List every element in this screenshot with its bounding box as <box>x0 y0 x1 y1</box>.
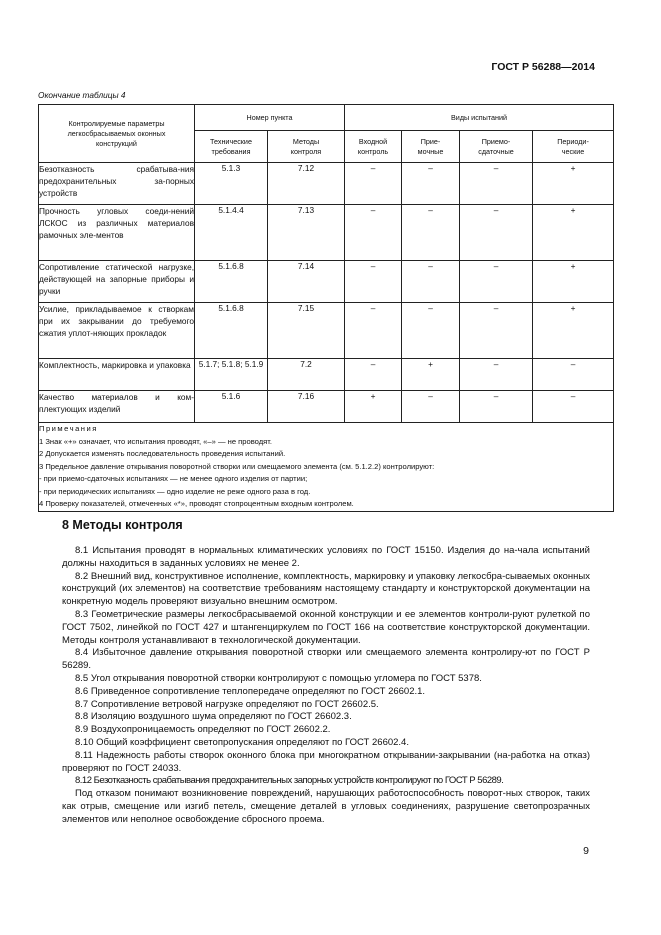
note-item: - при периодических испытаниях — одно изделие не реже одного раза в год. <box>39 486 311 496</box>
handover-mark: – <box>460 163 533 205</box>
paragraph: 8.10 Общий коэффициент светопропускания определяют по ГОСТ 26602.4. <box>75 736 409 748</box>
note-item: 1 Знак «+» означает, что испытания проводят, «–» — не проводят. <box>39 436 273 446</box>
incoming-mark: – <box>345 261 402 303</box>
acceptance-mark: – <box>402 303 460 359</box>
table-row <box>39 205 614 261</box>
col-header-tests: Виды испытаний <box>345 105 614 131</box>
param-name: Усилие, прикладываемое к створкам при их закрывании до требуемого сжатия уплот-няющих прокладок <box>39 303 195 359</box>
note-item: 2 Допускается изменять последовательность проведения испытаний. <box>39 449 286 458</box>
tech-clause: 5.1.3 <box>195 163 268 205</box>
table-row <box>39 359 614 391</box>
paragraph: 8.6 Приведенное сопротивление теплопередаче определяют по ГОСТ 26602.1. <box>75 685 426 697</box>
handover-mark: – <box>460 391 533 423</box>
table-row <box>39 303 614 359</box>
paragraph: 8.12 Безотказность срабатывания предохранительных запорных устройств контролируют по ГОСТ Р 56289. <box>75 775 504 787</box>
note-item: - при приемо-сдаточных испытаниях — не менее одного изделия от партии; <box>39 474 308 483</box>
col-header-tech-requirements: Технические требования <box>195 131 268 163</box>
paragraph: 8.1 Испытания проводят в нормальных климатических условиях по ГОСТ 15150. Изделия до на-чала испытаний должны находиться в заданных условиях не менее 2. <box>62 545 590 569</box>
tech-clause: 5.1.7; 5.1.8; 5.1.9 <box>195 359 268 391</box>
paragraph: 8.7 Сопротивление ветровой нагрузке определяют по ГОСТ 26602.5. <box>75 698 379 710</box>
param-name: Качество материалов и ком-плектующих изделий <box>39 391 195 423</box>
periodic-mark: – <box>533 391 614 423</box>
page-number: 9 <box>583 845 589 857</box>
param-name: Сопротивление статической нагрузке, действующей на запорные приборы и ручки <box>39 261 195 303</box>
incoming-mark: – <box>345 205 402 261</box>
paragraph: 8.8 Изоляцию воздушного шума определяют по ГОСТ 26602.3. <box>75 711 352 723</box>
table-row <box>39 391 614 423</box>
paragraph: 8.9 Воздухопроницаемость определяют по ГОСТ 26602.2. <box>75 724 331 736</box>
section-heading: 8 Методы контроля <box>62 518 183 532</box>
col-header-test-methods: Методы контроля <box>268 131 345 163</box>
table-notes <box>39 423 614 512</box>
incoming-mark: + <box>345 391 402 423</box>
handover-mark: – <box>460 359 533 391</box>
tech-clause: 5.1.6 <box>195 391 268 423</box>
periodic-mark: + <box>533 261 614 303</box>
periodic-mark: + <box>533 205 614 261</box>
section-body <box>62 545 590 827</box>
param-name: Безотказность срабатыва-ния предохранительных за-порных устройств <box>39 163 195 205</box>
col-header-handover: Приемо-сдаточные <box>460 131 533 163</box>
incoming-mark: – <box>345 303 402 359</box>
paragraph: 8.2 Внешний вид, конструктивное исполнение, комплектность, маркировку и упаковку легкосбра-сываемых оконных конструкций (их элементов) на соответствие требованиям настоящему стандарту и конструкторской документации на конкретную модель проверяют визуально внешним осмотром. <box>62 570 590 608</box>
param-name: Прочность угловых соеди-нений ЛСКОС из различных материалов рамочных эле-ментов <box>39 205 195 261</box>
handover-mark: – <box>460 303 533 359</box>
col-header-periodic: Периоди-ческие <box>533 131 614 163</box>
col-header-acceptance: Прие-мочные <box>402 131 460 163</box>
method-clause: 7.16 <box>268 391 345 423</box>
periodic-mark: – <box>533 359 614 391</box>
method-clause: 7.15 <box>268 303 345 359</box>
note-item: 3 Предельное давление открывания поворотной створки или смещаемого элемента (см. 5.1.2.2) контролируют: <box>39 461 435 471</box>
method-clause: 7.2 <box>268 359 345 391</box>
table-caption: Окончание таблицы 4 <box>38 90 126 100</box>
requirements-table <box>38 104 614 512</box>
tech-clause: 5.1.6.8 <box>195 303 268 359</box>
acceptance-mark: + <box>402 359 460 391</box>
param-name: Комплектность, маркировка и упаковка <box>39 359 195 391</box>
acceptance-mark: – <box>402 261 460 303</box>
handover-mark: – <box>460 261 533 303</box>
col-header-incoming: Входной контроль <box>345 131 402 163</box>
acceptance-mark: – <box>402 163 460 205</box>
col-header-param: Контролируемые параметры легкосбрасываемых оконных конструкций <box>39 105 195 163</box>
notes-title: Примечания <box>39 424 98 433</box>
paragraph: 8.3 Геометрические размеры легкосбрасываемой оконной конструкции и ее элементов контроли-руют рулеткой по ГОСТ 7502, линейкой по ГОСТ 427 и штангенциркулем по ГОСТ 166 на соответствие конструкторской документации. Методы контроля устанавливают в технологической документации. <box>62 608 590 646</box>
table-row <box>39 163 614 205</box>
document-code: ГОСТ Р 56288—2014 <box>491 61 595 73</box>
paragraph: Под отказом понимают возникновение повреждений, нарушающих работоспособность поворот-ных створок, таких как отрыв, смещение или изгиб петель, смещение деталей в угловых соединениях, разрушение светопрозрачных элементов или неполное освобождение сбросного проема. <box>62 788 590 825</box>
paragraph: 8.4 Избыточное давление открывания поворотной створки или смещаемого элемента контролиру-ют по ГОСТ Р 56289. <box>62 647 590 672</box>
incoming-mark: – <box>345 163 402 205</box>
method-clause: 7.12 <box>268 163 345 205</box>
method-clause: 7.13 <box>268 205 345 261</box>
paragraph: 8.11 Надежность работы створок оконного блока при многократном открывании-закрывании (на-работка на отказ) проверяют по ГОСТ 24033. <box>62 749 590 774</box>
periodic-mark: + <box>533 163 614 205</box>
note-item: 4 Проверку показателей, отмеченных «*», проводят стопроцентным входным контролем. <box>39 499 354 508</box>
acceptance-mark: – <box>402 205 460 261</box>
acceptance-mark: – <box>402 391 460 423</box>
table-row <box>39 261 614 303</box>
col-header-clause: Номер пункта <box>195 105 345 131</box>
paragraph: 8.5 Угол открывания поворотной створки контролируют с помощью угломера по ГОСТ 5378. <box>75 672 482 684</box>
tech-clause: 5.1.6.8 <box>195 261 268 303</box>
handover-mark: – <box>460 205 533 261</box>
method-clause: 7.14 <box>268 261 345 303</box>
tech-clause: 5.1.4.4 <box>195 205 268 261</box>
incoming-mark: – <box>345 359 402 391</box>
periodic-mark: + <box>533 303 614 359</box>
